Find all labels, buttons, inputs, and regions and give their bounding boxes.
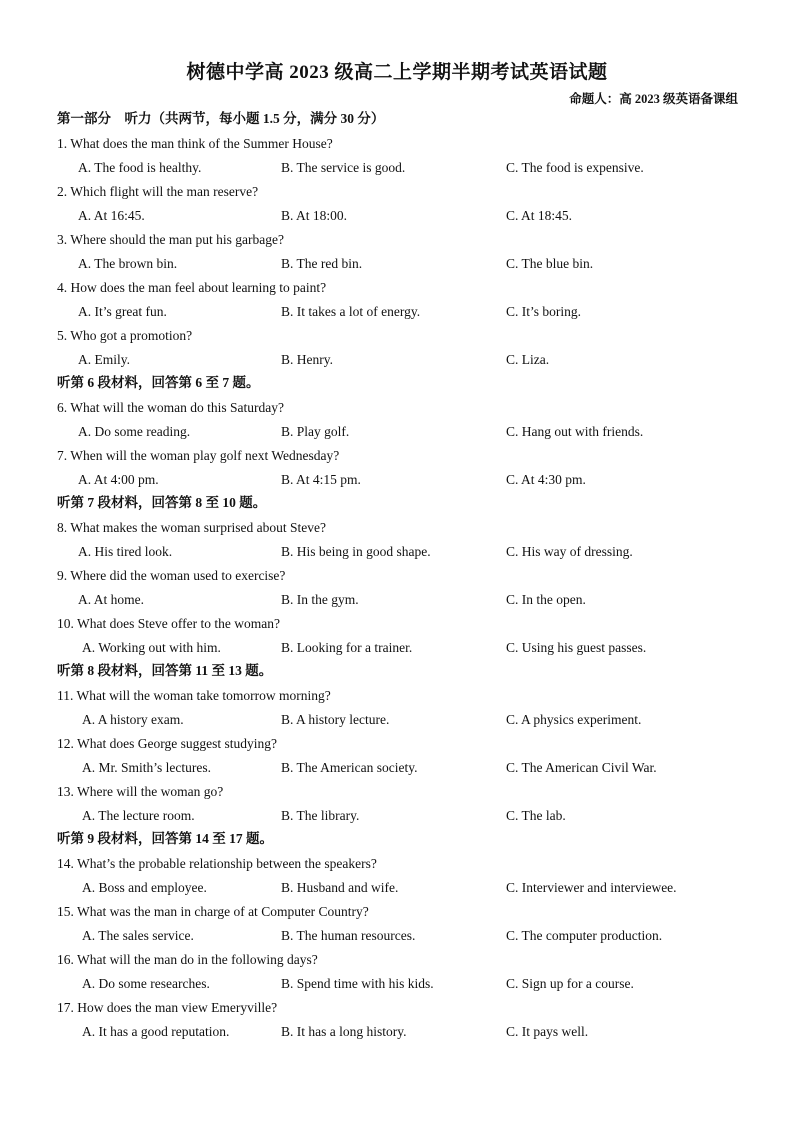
q14-option-a: A. Boss and employee.: [82, 880, 207, 895]
question-14: 14. What’s the probable relationship between the speakers?: [57, 856, 377, 871]
question-3: 3. Where should the man put his garbage?: [57, 232, 284, 247]
q13-option-a: A. The lecture room.: [82, 808, 195, 823]
q7-option-a: A. At 4:00 pm.: [78, 472, 159, 487]
q1-option-b: B. The service is good.: [281, 160, 406, 175]
question-8: 8. What makes the woman surprised about Steve?: [57, 520, 326, 535]
q10-option-b: B. Looking for a trainer.: [281, 640, 413, 655]
question-11: 11. What will the woman take tomorrow morning?: [57, 688, 331, 703]
q11-option-b: B. A history lecture.: [281, 712, 390, 727]
q3-option-c: C. The blue bin.: [506, 256, 594, 271]
q17-option-b: B. It has a long history.: [281, 1024, 407, 1039]
q2-option-b: B. At 18:00.: [281, 208, 348, 223]
q13-option-c: C. The lab.: [506, 808, 566, 823]
question-6: 6. What will the woman do this Saturday?: [57, 400, 284, 415]
q15-option-c: C. The computer production.: [506, 928, 663, 943]
part1-header: 第一部分 听力（共两节，每小题 1.5 分，满分 30 分）: [57, 111, 385, 126]
q8-option-a: A. His tired look.: [78, 544, 173, 559]
q16-option-c: C. Sign up for a course.: [506, 976, 634, 991]
q16-option-b: B. Spend time with his kids.: [281, 976, 434, 991]
question-10: 10. What does Steve offer to the woman?: [57, 616, 280, 631]
q9-option-c: C. In the open.: [506, 592, 586, 607]
q2-option-c: C. At 18:45.: [506, 208, 573, 223]
q17-option-c: C. It pays well.: [506, 1024, 589, 1039]
q12-option-a: A. Mr. Smith’s lectures.: [82, 760, 211, 775]
q10-option-a: A. Working out with him.: [82, 640, 221, 655]
section-header: 听第 9 段材料，回答第 14 至 17 题。: [57, 831, 273, 846]
question-13: 13. Where will the woman go?: [57, 784, 224, 799]
q5-option-c: C. Liza.: [506, 352, 550, 367]
q15-option-a: A. The sales service.: [82, 928, 194, 943]
section-header: 听第 6 段材料，回答第 6 至 7 题。: [57, 375, 260, 390]
q12-option-b: B. The American society.: [281, 760, 418, 775]
q4-option-c: C. It’s boring.: [506, 304, 582, 319]
q17-option-a: A. It has a good reputation.: [82, 1024, 230, 1039]
section-header: 听第 8 段材料，回答第 11 至 13 题。: [57, 663, 273, 678]
q5-option-b: B. Henry.: [281, 352, 333, 367]
question-17: 17. How does the man view Emeryville?: [57, 1000, 278, 1015]
q11-option-c: C. A physics experiment.: [506, 712, 642, 727]
q3-option-a: A. The brown bin.: [78, 256, 178, 271]
q10-option-c: C. Using his guest passes.: [506, 640, 647, 655]
q14-option-c: C. Interviewer and interviewee.: [506, 880, 677, 895]
question-5: 5. Who got a promotion?: [57, 328, 193, 343]
question-4: 4. How does the man feel about learning to paint?: [57, 280, 327, 295]
section-header: 听第 7 段材料，回答第 8 至 10 题。: [57, 495, 267, 510]
q6-option-a: A. Do some reading.: [78, 424, 191, 439]
q11-option-a: A. A history exam.: [82, 712, 184, 727]
q7-option-c: C. At 4:30 pm.: [506, 472, 586, 487]
page-title: 树德中学高 2023 级高二上学期半期考试英语试题: [186, 62, 608, 83]
q4-option-a: A. It’s great fun.: [78, 304, 167, 319]
question-7: 7. When will the woman play golf next Wednesday?: [57, 448, 340, 463]
q15-option-b: B. The human resources.: [281, 928, 416, 943]
author-line: 命题人：高 2023 级英语备课组: [569, 92, 738, 106]
q1-option-a: A. The food is healthy.: [78, 160, 202, 175]
q14-option-b: B. Husband and wife.: [281, 880, 399, 895]
q2-option-a: A. At 16:45.: [78, 208, 145, 223]
q6-option-b: B. Play golf.: [281, 424, 350, 439]
question-12: 12. What does George suggest studying?: [57, 736, 277, 751]
q9-option-b: B. In the gym.: [281, 592, 359, 607]
q1-option-c: C. The food is expensive.: [506, 160, 644, 175]
question-1: 1. What does the man think of the Summer House?: [57, 136, 333, 151]
question-2: 2. Which flight will the man reserve?: [57, 184, 259, 199]
q12-option-c: C. The American Civil War.: [506, 760, 657, 775]
q16-option-a: A. Do some researches.: [82, 976, 210, 991]
q5-option-a: A. Emily.: [78, 352, 130, 367]
q9-option-a: A. At home.: [78, 592, 144, 607]
question-15: 15. What was the man in charge of at Computer Country?: [57, 904, 369, 919]
q4-option-b: B. It takes a lot of energy.: [281, 304, 421, 319]
q7-option-b: B. At 4:15 pm.: [281, 472, 361, 487]
question-9: 9. Where did the woman used to exercise?: [57, 568, 286, 583]
question-16: 16. What will the man do in the following days?: [57, 952, 318, 967]
q8-option-b: B. His being in good shape.: [281, 544, 431, 559]
q13-option-b: B. The library.: [281, 808, 360, 823]
q8-option-c: C. His way of dressing.: [506, 544, 633, 559]
q6-option-c: C. Hang out with friends.: [506, 424, 644, 439]
q3-option-b: B. The red bin.: [281, 256, 363, 271]
